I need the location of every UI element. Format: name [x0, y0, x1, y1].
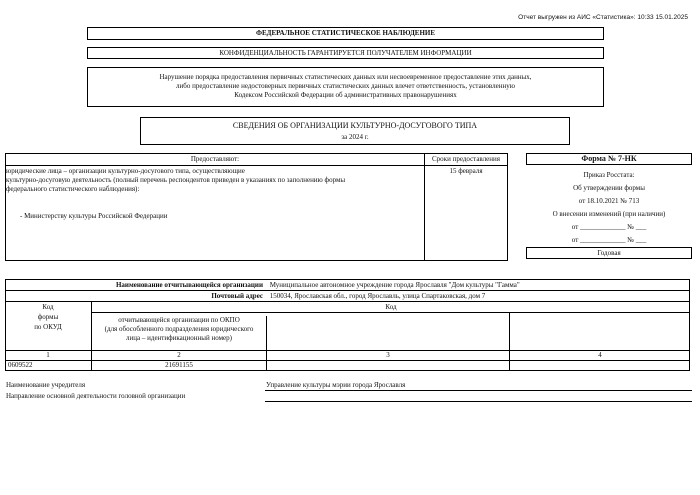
provide-line: культурно-досуговую деятельность (полный перечень респондентов приведен в указаниях по заполнению формы: [6, 176, 346, 184]
report-year: за 2024 г.: [341, 133, 369, 141]
provide-cell: [5, 153, 425, 261]
founder-label: Наименование учредителя: [6, 381, 86, 389]
org-name-value: Муниципальное автономное учреждение города Ярославля "Дом культуры "Гамма": [269, 281, 520, 289]
change-line-1: [526, 221, 692, 234]
warning-line: Кодексом Российской Федерации об административных правонарушениях: [234, 91, 457, 99]
deadline-cell: [424, 153, 508, 261]
order-label: Приказ Росстата:: [583, 171, 635, 179]
provide-line: федерального статистического наблюдения):: [6, 185, 140, 193]
date-blank: _____________: [580, 223, 626, 231]
okpo-code: 21691155: [165, 361, 193, 369]
form-approval-block: [526, 169, 692, 247]
from-label: от: [571, 236, 579, 244]
changes-label: О внесении изменений (при наличии): [552, 210, 666, 218]
org-name-row: [5, 280, 690, 291]
okud-code: 0609522: [8, 361, 33, 369]
report-period: Годовая: [526, 247, 692, 259]
activity-label: Направление основной деятельности головной организации: [6, 392, 186, 400]
code-col3-header: [267, 313, 510, 350]
activity-underline: [265, 401, 692, 402]
number-blank: № ___: [627, 236, 647, 244]
founder-underline: [265, 390, 692, 391]
liability-warning: [87, 67, 604, 107]
confidentiality-notice: КОНФИДЕНЦИАЛЬНОСТЬ ГАРАНТИРУЕТСЯ ПОЛУЧАТЕЛЕМ ИНФОРМАЦИИ: [87, 47, 604, 59]
warning-line: либо предоставление недостоверных первичных статистических данных влечет ответственность, установленную: [176, 82, 515, 90]
deadline-header: Сроки предоставления: [425, 154, 507, 166]
okud-header: Код формы по ОКУД: [5, 302, 92, 350]
founder-value: Управление культуры мэрии города Ярославля: [266, 381, 406, 389]
org-name-label: Наименование отчитывающейся организации: [115, 281, 263, 289]
from-label: от: [571, 223, 579, 231]
change-line-2: [526, 234, 692, 247]
col-num-4: 4: [598, 351, 602, 359]
recipient: - Министерству культуры Российской Федерации: [20, 212, 168, 220]
export-note: Отчет выгружен из АИС «Статистика»: 10:33 15.01.2025: [518, 14, 688, 21]
report-title-box: [140, 117, 570, 145]
address-label: Почтовый адрес: [211, 292, 263, 300]
warning-line: Нарушение порядка предоставления первичных статистических данных или несвоевременное предоставление этих данных,: [159, 73, 532, 81]
date-blank: _____________: [580, 236, 626, 244]
approval-date: от 18.10.2021 № 713: [578, 197, 640, 205]
deadline-value: 15 февраля: [449, 167, 483, 175]
provide-line: юридические лица – организации культурно-досугового типа, осуществляющие: [6, 167, 245, 175]
form-number: Форма № 7-НК: [526, 153, 692, 165]
kod-header: Код: [92, 302, 690, 313]
address-row: [5, 291, 690, 302]
provide-header: Предоставляют:: [6, 154, 424, 166]
okpo-header: отчитывающейся организации по ОКПО (для обособленного подразделения юридического лица – идентификационный номер): [92, 316, 267, 350]
number-blank: № ___: [627, 223, 647, 231]
col-num-2: 2: [92, 351, 267, 370]
report-title: СВЕДЕНИЯ ОБ ОРГАНИЗАЦИИ КУЛЬТУРНО-ДОСУГОВОГО ТИПА: [232, 121, 478, 130]
survey-title: ФЕДЕРАЛЬНОЕ СТАТИСТИЧЕСКОЕ НАБЛЮДЕНИЕ: [87, 27, 604, 40]
col-num-3: 3: [267, 351, 510, 370]
approval-label: Об утверждении формы: [573, 184, 645, 192]
col-num-1: 1: [5, 351, 92, 370]
address-value: 150034, Ярославская обл., город Ярославль, улица Спартаковская, дом 7: [269, 292, 486, 300]
